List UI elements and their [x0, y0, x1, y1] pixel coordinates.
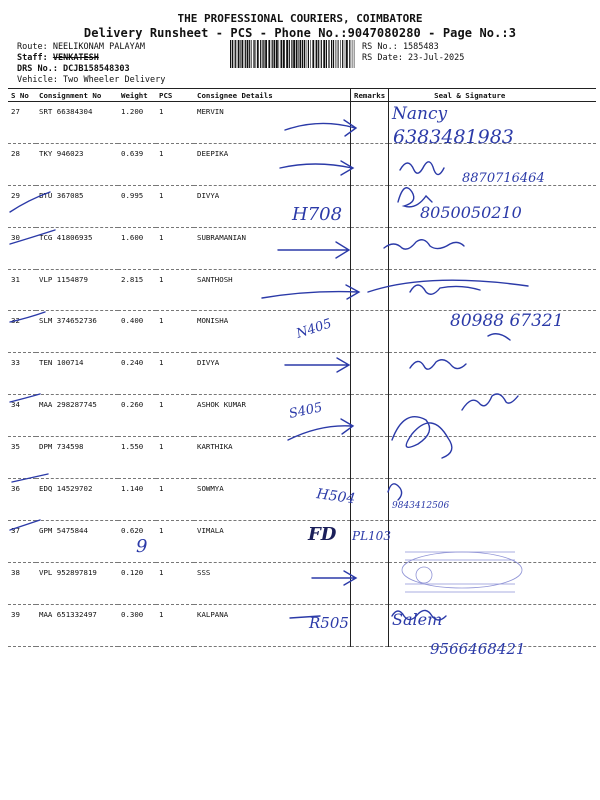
cell-signature	[389, 562, 596, 604]
barcode-bar	[232, 40, 233, 68]
cell-consignee: DIVYA	[194, 185, 351, 227]
barcode-bar	[323, 40, 325, 68]
cell-pcs: 1	[156, 437, 194, 479]
barcode-bar	[337, 40, 338, 68]
col-pcs: PCS	[156, 89, 194, 102]
cell-weight: 0.639	[118, 143, 156, 185]
col-consignment: Consignment No	[36, 89, 118, 102]
table-row	[8, 520, 596, 562]
cell-consignee: DEEPIKA	[194, 143, 351, 185]
barcode-bar	[234, 40, 235, 68]
barcode-bar	[262, 40, 263, 68]
cell-consignee: SUBRAMANIAN	[194, 227, 351, 269]
cell-remarks	[351, 185, 389, 227]
cell-sno: 33	[8, 353, 36, 395]
handwritten-name-39: Salem	[392, 610, 443, 629]
cell-pcs: 1	[156, 562, 194, 604]
cell-weight: 0.260	[118, 395, 156, 437]
cell-remarks	[351, 479, 389, 521]
barcode-bar	[310, 40, 311, 68]
cell-pcs: 1	[156, 102, 194, 144]
barcode-bar	[331, 40, 332, 68]
handwritten-phone-32: 80988 67321	[450, 311, 564, 331]
table-row	[8, 143, 596, 185]
cell-consignment: TEN 100714	[36, 353, 118, 395]
barcode-bar	[238, 40, 240, 68]
cell-sno: 31	[8, 269, 36, 311]
barcode-bar	[326, 40, 327, 68]
cell-signature	[389, 143, 596, 185]
cell-weight: 1.600	[118, 227, 156, 269]
cell-signature	[389, 395, 596, 437]
cell-signature	[389, 227, 596, 269]
barcode	[230, 40, 355, 68]
cell-pcs: 1	[156, 479, 194, 521]
cell-consignee: KALPANA	[194, 604, 351, 646]
table-row	[8, 604, 596, 646]
staff-label: Staff:	[17, 53, 48, 63]
rs-number: RS No.: 1585483	[362, 42, 439, 52]
table-row	[8, 311, 596, 353]
cell-weight: 0.620	[118, 520, 156, 562]
barcode-bar	[321, 40, 322, 68]
barcode-bar	[283, 40, 285, 68]
barcode-bar	[291, 40, 292, 68]
barcode-bar	[260, 40, 261, 68]
table-row	[8, 227, 596, 269]
barcode-bar	[242, 40, 244, 68]
barcode-bar	[318, 40, 319, 68]
barcode-bar	[333, 40, 334, 68]
cell-consignee: MERVIN	[194, 102, 351, 144]
table-row	[8, 437, 596, 479]
cell-pcs: 1	[156, 311, 194, 353]
handwritten-bottom-phone: 9566468421	[430, 640, 526, 658]
cell-remarks	[351, 269, 389, 311]
cell-consignee: KARTHIKA	[194, 437, 351, 479]
cell-sno: 39	[8, 604, 36, 646]
cell-consignment: TCG 41806935	[36, 227, 118, 269]
cell-consignment: DPM 734598	[36, 437, 118, 479]
barcode-bar	[251, 40, 252, 68]
handwritten-phone-28: 8870716464	[462, 171, 545, 186]
cell-consignment: SRT 66384304	[36, 102, 118, 144]
cell-weight: 0.995	[118, 185, 156, 227]
cell-consignment: MAA 651332497	[36, 604, 118, 646]
cell-sno: 36	[8, 479, 36, 521]
barcode-bar	[328, 40, 329, 68]
barcode-bar	[296, 40, 298, 68]
cell-pcs: 1	[156, 395, 194, 437]
cell-signature	[389, 520, 596, 562]
col-sno: S No	[8, 89, 36, 102]
barcode-bar	[249, 40, 250, 68]
cell-pcs: 1	[156, 269, 194, 311]
cell-sno: 35	[8, 437, 36, 479]
cell-remarks	[351, 604, 389, 646]
barcode-bar	[354, 40, 355, 68]
barcode-bar	[257, 40, 259, 68]
cell-sno: 34	[8, 395, 36, 437]
cell-remarks	[351, 437, 389, 479]
handwritten-flat-39: R505	[309, 614, 349, 632]
cell-consignment: BTU 367085	[36, 185, 118, 227]
barcode-bar	[268, 40, 270, 68]
barcode-bar	[349, 40, 350, 68]
cell-pcs: 1	[156, 227, 194, 269]
cell-consignment: VPL 952897819	[36, 562, 118, 604]
barcode-bar	[338, 40, 339, 68]
barcode-bar	[253, 40, 254, 68]
cell-signature	[389, 437, 596, 479]
table-row	[8, 562, 596, 604]
table-row	[8, 185, 596, 227]
barcode-bar	[298, 40, 299, 68]
cell-consignment: SLM 374652736	[36, 311, 118, 353]
cell-weight: 0.400	[118, 311, 156, 353]
cell-signature	[389, 353, 596, 395]
barcode-bar	[274, 40, 276, 68]
handwritten-flat-36: H504	[315, 486, 357, 508]
barcode-bar	[302, 40, 303, 68]
table-row	[8, 353, 596, 395]
table-row	[8, 395, 596, 437]
cell-sno: 28	[8, 143, 36, 185]
cell-remarks	[351, 227, 389, 269]
handwritten-digit-38: 9	[136, 536, 148, 557]
cell-weight: 1.550	[118, 437, 156, 479]
cell-weight: 1.200	[118, 102, 156, 144]
drs-number: DRS No.: DCJB158548303	[17, 64, 130, 74]
cell-consignment: TKY 946023	[36, 143, 118, 185]
barcode-bar	[230, 40, 231, 68]
col-signature: Seal & Signature	[389, 89, 596, 102]
barcode-bar	[306, 40, 307, 68]
handwritten-code-37: PL103	[352, 529, 391, 543]
barcode-bar	[254, 40, 255, 68]
col-remarks: Remarks	[351, 89, 389, 102]
barcode-bar	[340, 40, 341, 68]
cell-sno: 29	[8, 185, 36, 227]
barcode-bar	[293, 40, 295, 68]
barcode-bar	[247, 40, 249, 68]
cell-consignee: MONISHA	[194, 311, 351, 353]
cell-sno: 32	[8, 311, 36, 353]
barcode-bar	[342, 40, 343, 68]
cell-consignment: GPM 5475844	[36, 520, 118, 562]
barcode-bar	[281, 40, 283, 68]
barcode-bar	[316, 40, 318, 68]
cell-remarks	[351, 143, 389, 185]
cell-sno: 38	[8, 562, 36, 604]
handwritten-flat-29: H708	[292, 204, 343, 225]
cell-signature	[389, 185, 596, 227]
cell-sno: 37	[8, 520, 36, 562]
runsheet-table	[8, 88, 596, 647]
staff-line	[17, 53, 99, 63]
handwritten-name-27: Nancy	[392, 104, 448, 124]
handwritten-phone-27: 6383481983	[393, 126, 514, 148]
table-row	[8, 269, 596, 311]
cell-pcs: 1	[156, 185, 194, 227]
cell-remarks	[351, 102, 389, 144]
cell-consignee: SOWMYA	[194, 479, 351, 521]
cell-signature	[389, 311, 596, 353]
cell-consignee: ASHOK KUMAR	[194, 395, 351, 437]
cell-consignee: SANTHOSH	[194, 269, 351, 311]
company-name: THE PROFESSIONAL COURIERS, COIMBATORE	[177, 12, 423, 25]
cell-signature	[389, 479, 596, 521]
cell-consignee: SSS	[194, 562, 351, 604]
cell-signature	[389, 269, 596, 311]
barcode-bar	[345, 40, 346, 68]
table-header-row	[8, 89, 596, 102]
barcode-bar	[346, 40, 348, 68]
barcode-bar	[352, 40, 353, 68]
cell-consignment: MAA 298287745	[36, 395, 118, 437]
barcode-bar	[300, 40, 302, 68]
barcode-bar	[308, 40, 309, 68]
barcode-bar	[245, 40, 246, 68]
cell-pcs: 1	[156, 604, 194, 646]
barcode-bar	[304, 40, 305, 68]
cell-signature	[389, 102, 596, 144]
cell-weight: 0.120	[118, 562, 156, 604]
cell-consignee: DIVYA	[194, 353, 351, 395]
handwritten-phone-36: 9843412506	[392, 501, 450, 511]
cell-sno: 30	[8, 227, 36, 269]
cell-remarks	[351, 520, 389, 562]
vehicle-text: Vehicle: Two Wheeler Delivery	[17, 75, 166, 85]
cell-pcs: 1	[156, 353, 194, 395]
barcode-bar	[272, 40, 273, 68]
cell-weight: 0.300	[118, 604, 156, 646]
handwritten-flat-32: N405	[294, 316, 334, 342]
cell-consignee: VIMALA	[194, 520, 351, 562]
cell-remarks	[351, 395, 389, 437]
cell-remarks	[351, 353, 389, 395]
barcode-bar	[265, 40, 267, 68]
cell-remarks	[351, 311, 389, 353]
cell-consignment: VLP 1154879	[36, 269, 118, 311]
barcode-bar	[286, 40, 288, 68]
table-row	[8, 479, 596, 521]
barcode-bar	[263, 40, 264, 68]
cell-remarks	[351, 562, 389, 604]
handwritten-flat-34: S405	[287, 400, 324, 422]
cell-weight: 2.815	[118, 269, 156, 311]
cell-sno: 27	[8, 102, 36, 144]
barcode-bar	[235, 40, 236, 68]
barcode-bar	[289, 40, 290, 68]
col-weight: Weight	[118, 89, 156, 102]
barcode-bar	[336, 40, 337, 68]
staff-name: VENKATESH	[52, 53, 99, 63]
cell-signature	[389, 604, 596, 646]
barcode-bar	[240, 40, 241, 68]
route-text: Route: NEELIKONAM PALAYAM	[17, 42, 145, 52]
table-row	[8, 102, 596, 144]
cell-pcs: 1	[156, 143, 194, 185]
cell-weight: 1.140	[118, 479, 156, 521]
col-consignee: Consignee Details	[194, 89, 351, 102]
barcode-bar	[312, 40, 314, 68]
handwritten-fd-37: FD	[308, 524, 337, 545]
barcode-bar	[276, 40, 278, 68]
rs-date: RS Date: 23-Jul-2025	[362, 53, 465, 63]
cell-pcs: 1	[156, 520, 194, 562]
barcode-bar	[279, 40, 280, 68]
cell-consignment: EDQ 14529702	[36, 479, 118, 521]
handwritten-phone-29: 8050050210	[420, 203, 522, 222]
cell-weight: 0.240	[118, 353, 156, 395]
sheet-subtitle: Delivery Runsheet - PCS - Phone No.:9047080280 - Page No.:3	[83, 26, 517, 40]
